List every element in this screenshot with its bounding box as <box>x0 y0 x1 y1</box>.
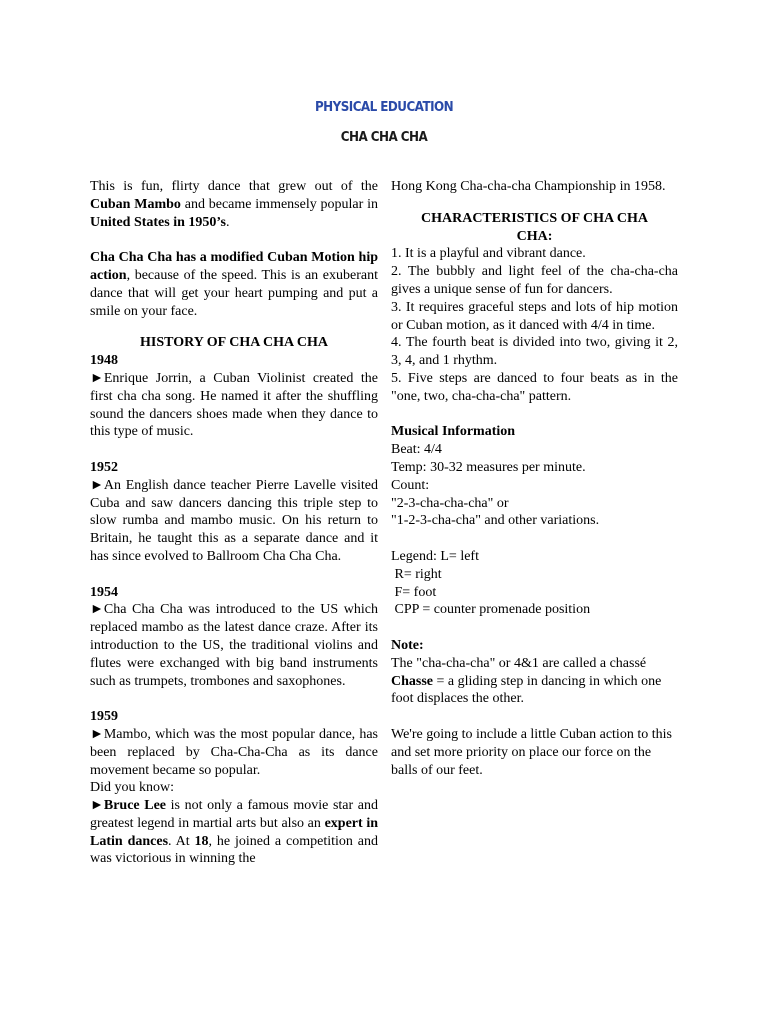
characteristic-item: 5. Five steps are danced to four beats as in the "one, two, cha-cha-cha" pattern. <box>391 370 678 404</box>
year-1948: 1948 <box>90 353 118 369</box>
intro-text-3: . <box>226 214 230 230</box>
intro-text: This is fun, flirty dance that grew out of the <box>90 179 378 194</box>
history-1959-text: ►Mambo, which was the most popular dance, has been replaced by Cha-Cha-Cha as its dance movement became so popular. <box>90 726 378 778</box>
year-1954: 1954 <box>90 584 118 600</box>
intro-text-2: and became immensely popular in <box>180 196 378 212</box>
musical-info-heading: Musical Information <box>391 424 516 440</box>
left-column <box>90 178 378 868</box>
bruce-text-1: is not only a famous movie star and greatest legend in martial arts but also an <box>90 798 379 831</box>
intro-bold-cuban-mambo: Cuban Mambo <box>90 196 181 212</box>
arrow-glyph: ► <box>90 798 104 814</box>
bruce-lee-paragraph <box>90 797 378 868</box>
note-heading: Note: <box>391 637 424 653</box>
history-1948-text: ►Enrique Jorrin, a Cuban Violinist created the first cha cha song. He named it after the shuffling sound the dancers shoes made when they dance to this type of music. <box>90 370 378 440</box>
year-1952: 1952 <box>90 459 118 475</box>
document-title: PHYSICAL EDUCATION <box>314 100 454 115</box>
legend-line: F= foot <box>391 584 437 600</box>
motion-text: , because of the speed. This is an exuberant dance that will get your heart pumping and put a smile on your face. <box>90 267 378 319</box>
count-pattern-2: "1-2-3-cha-cha" and other variations. <box>391 513 600 529</box>
bruce-text-3: , he joined a competition and was victorious in winning the <box>90 833 378 867</box>
beat-line: Beat: 4/4 <box>391 442 442 458</box>
year-1959: 1959 <box>90 709 118 725</box>
characteristic-item: 4. The fourth beat is divided into two, giving it 2, 3, 4, and 1 rhythm. <box>391 335 678 369</box>
document-subtitle: CHA CHA CHA <box>340 130 428 145</box>
age-bold: 18 <box>194 833 209 849</box>
right-column <box>391 178 678 779</box>
note-line-2 <box>391 673 678 709</box>
latin-dances-bold: expert in Latin dances <box>90 815 378 849</box>
championship-continuation: Hong Kong Cha-cha-cha Championship in 1958. <box>391 179 666 194</box>
closing-paragraph: We're going to include a little Cuban action to this and set more priority on place our force on the balls of our feet. <box>391 726 672 778</box>
chasse-bold: Chasse <box>391 673 434 689</box>
did-you-know-label: Did you know: <box>90 780 174 796</box>
motion-bold: Cha Cha Cha has a modified Cuban Motion hip action <box>90 250 378 283</box>
chasse-definition: = a gliding step in dancing in which one foot displaces the other. <box>391 673 662 707</box>
characteristic-item: 1. It is a playful and vibrant dance. <box>391 246 586 262</box>
motion-paragraph <box>90 249 378 320</box>
history-1954-text: ►Cha Cha Cha was introduced to the US which replaced mambo as the latest dance craze. After its introduction to the US, the traditional violins and flutes were exchanged with big band instruments such as trumpets, trombones and saxophones. <box>90 602 378 689</box>
intro-paragraph <box>90 178 378 231</box>
characteristics-heading-line1: CHARACTERISTICS OF CHA CHA <box>420 210 648 226</box>
legend-line: Legend: L= left <box>391 548 479 564</box>
characteristic-item: 3. It requires graceful steps and lots of hip motion or Cuban motion, as it danced with 4/4 in time. <box>391 299 678 333</box>
intro-bold-us: United States in 1950’s <box>90 214 226 230</box>
bruce-lee-bold: Bruce Lee <box>103 798 167 814</box>
count-pattern-1: "2-3-cha-cha-cha" or <box>391 495 509 511</box>
legend-line: CPP = counter promenade position <box>391 602 591 618</box>
temp-line: Temp: 30-32 measures per minute. <box>391 459 586 475</box>
legend-line: R= right <box>391 566 442 582</box>
history-heading: HISTORY OF CHA CHA CHA <box>139 335 328 351</box>
note-line-1: The "cha-cha-cha" or 4&1 are called a chassé <box>391 655 647 671</box>
characteristics-heading-line2: CHA: <box>516 228 553 244</box>
bruce-text-2: . At <box>168 833 195 849</box>
count-label: Count: <box>391 477 430 493</box>
history-1952-text: ►An English dance teacher Pierre Lavelle visited Cuba and saw dancers dancing this triple step to slow rumba and mambo music. On his return to Britain, he taught this as a separate dance and it has since evolved to Ballroom Cha Cha Cha. <box>90 477 378 564</box>
characteristic-item: 2. The bubbly and light feel of the cha-cha-cha gives a unique sense of fun for dancers. <box>391 264 678 297</box>
